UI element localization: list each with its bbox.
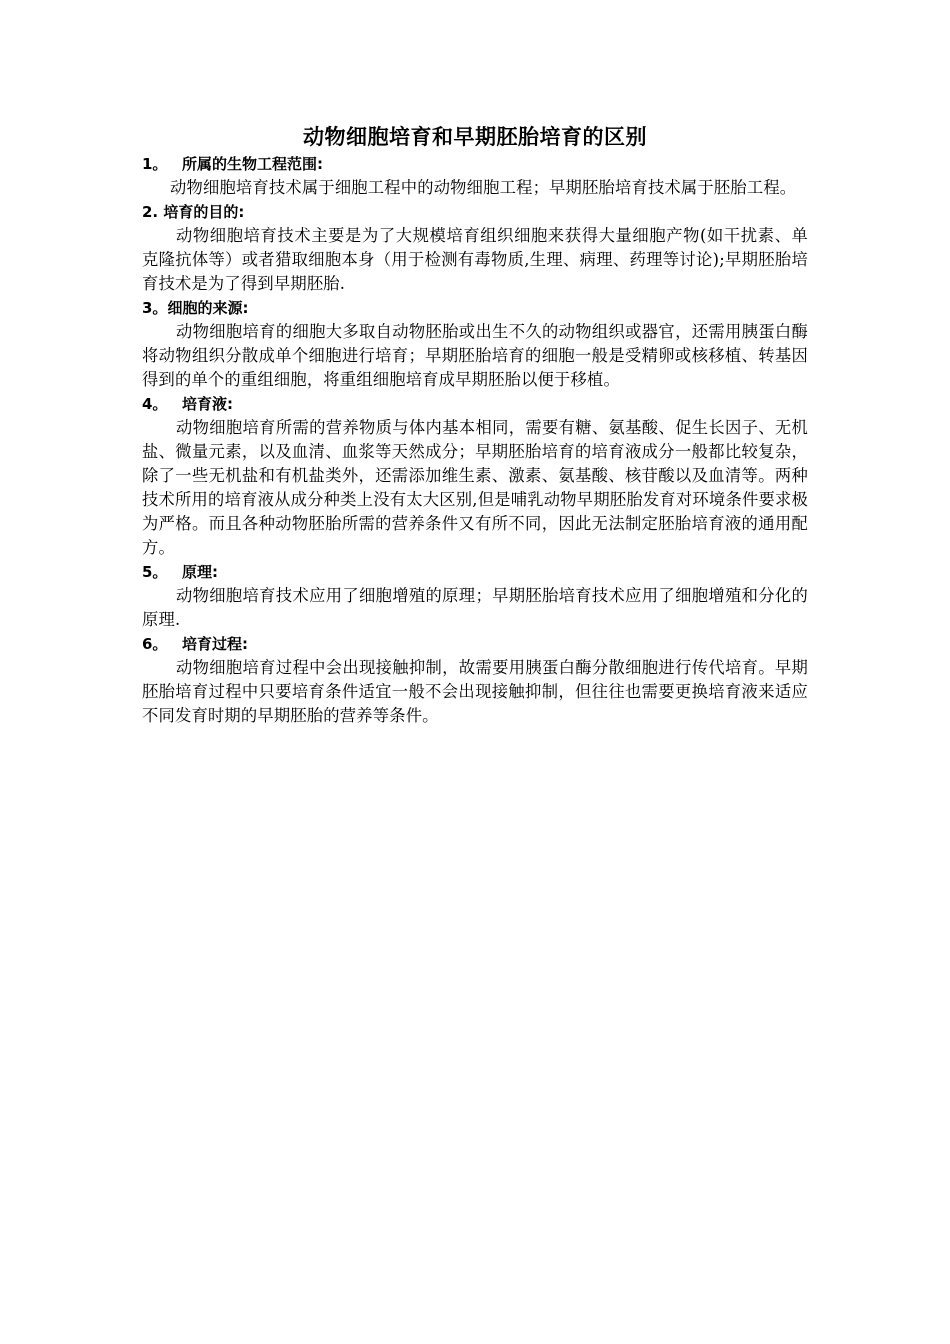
section-principle [142,560,808,632]
section-heading-text: 培育液: [182,395,233,413]
section-body: 动物细胞培育技术主要是为了大规模培育组织细胞来获得大量细胞产物(如干扰素、单克隆抗体等）或者猎取细胞本身（用于检测有毒物质,生理、病理、药理等讨论);早期胚胎培育技术是为了得到早期胚胎. [142,226,808,293]
section-number: 5。 [142,563,168,581]
section-heading [142,152,808,176]
section-number: 4。 [142,395,168,413]
section-body: 动物细胞培育技术应用了细胞增殖的原理；早期胚胎培育技术应用了细胞增殖和分化的原理. [142,586,808,629]
section-number: 6。 [142,635,168,653]
section-body: 动物细胞培育所需的营养物质与体内基本相同，需要有糖、氨基酸、促生长因子、无机盐、微量元素，以及血清、血浆等天然成分；早期胚胎培育的培育液成分一般都比较复杂，除了一些无机盐和有机盐类外，还需添加维生素、激素、氨基酸、核苷酸以及血清等。两种技术所用的培育液从成分种类上没有太大区别,但是哺乳动物早期胚胎发育对环境条件要求极为严格。而且各种动物胚胎所需的营养条件又有所不同，因此无法制定胚胎培育液的通用配方。 [142,418,808,557]
section-heading-text: 培育过程: [182,635,248,653]
section-culture-medium [142,392,808,560]
section-heading [142,392,808,416]
section-number: 1。 [142,155,168,173]
section-heading [142,296,808,320]
section-heading [142,632,808,656]
section-heading-text: 培育的目的: [163,203,245,221]
section-heading [142,200,808,224]
section-scope [142,152,808,200]
section-number: 2. [142,203,159,221]
section-heading-text: 所属的生物工程范围: [182,155,323,173]
section-heading-text: 细胞的来源: [167,299,249,317]
section-heading [142,560,808,584]
section-body: 动物细胞培育技术属于细胞工程中的动物细胞工程；早期胚胎培育技术属于胚胎工程。 [170,178,797,197]
section-heading-text: 原理: [182,563,218,581]
section-process [142,632,808,728]
section-body: 动物细胞培育的细胞大多取自动物胚胎或出生不久的动物组织或器官，还需用胰蛋白酶将动物组织分散成单个细胞进行培育；早期胚胎培育的细胞一般是受精卵或核移植、转基因得到的单个的重组细胞，将重组细胞培育成早期胚胎以便于移植。 [142,322,808,389]
section-cell-source [142,296,808,392]
document-page [142,122,808,728]
section-body: 动物细胞培育过程中会出现接触抑制，故需要用胰蛋白酶分散细胞进行传代培育。早期胚胎培育过程中只要培育条件适宜一般不会出现接触抑制，但往往也需要更换培育液来适应不同发育时期的早期胚胎的营养等条件。 [142,658,808,725]
section-number: 3。 [142,299,168,317]
section-purpose [142,200,808,296]
document-title: 动物细胞培育和早期胚胎培育的区别 [303,125,647,149]
